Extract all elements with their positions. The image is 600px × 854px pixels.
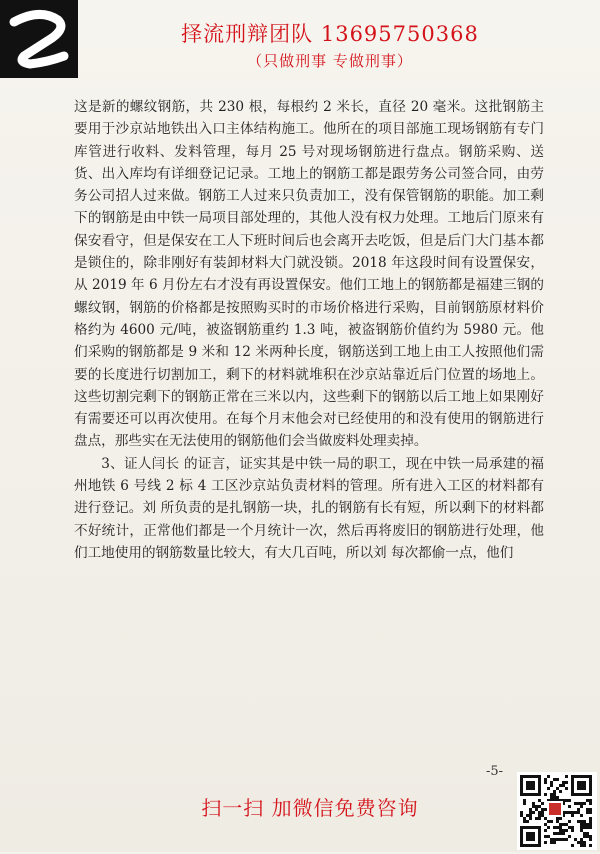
- header-title: 择流刑辩团队 13695750368: [181, 22, 479, 46]
- footer-call-to-action: 扫一扫 加微信免费咨询: [201, 796, 419, 820]
- body-paragraph: 3、证人闫长 的证言，证实其是中铁一局的职工，现在中铁一局承建的福州地铁 6 号线 2 标 4 工区沙京站负责材料的管理。所有进入工区的材料都有进行登记。刘 所负责的是扎钢筋一块，扎的钢筋有长有短，所以剩下的材料都不好统计，正常他们都是一个月统计一次，然后再将废旧的钢筋进行处理，他们工地使用的钢筋数量比较大，有大几百吨，所以刘 每次都偷一点，他们: [74, 455, 544, 561]
- z-logo-icon: [0, 0, 78, 78]
- header-subtitle: （只做刑事 专做刑事）: [247, 52, 413, 70]
- page-number: -5-: [486, 764, 504, 779]
- document-body: [74, 96, 544, 564]
- qr-code-icon[interactable]: [517, 772, 597, 850]
- body-paragraph: 这是新的螺纹钢筋，共 230 根，每根约 2 米长，直径 20 毫米。这批钢筋主要用于沙京站地铁出入口主体结构施工。他所在的项目部施工现场钢筋有专门库管进行收料、发料管理，每月 25 号对现场钢筋进行盘点。钢筋采购、送货、出入库均有详细登记记录。工地上的钢筋工都是跟劳务公司签合同，由劳务公司招人过来做。钢筋工人过来只负责加工，没有保管钢筋的职能。加工剩下的钢筋是由中铁一局项目部处理的，其他人没有权力处理。工地后门原来有保安看守，但是保安在工人下班时间后也会离开去吃饭，但是后门大门基本都是锁住的，除非刚好有装卸材料大门就没锁。2018 年这段时间有设置保安，从 2019 年 6 月份左右才没有再设置保安。他们工地上的钢筋都是福建三钢的螺纹钢，钢筋的价格都是按照购买时的市场价格进行采购，目前钢筋原材料价格约为 4600 元/吨，被盗钢筋重约 1.3 吨，被盗钢筋价值约为 5980 元。他们采购的钢筋都是 9 米和 12 米两种长度，钢筋送到工地上由工人按照他们需要的长度进行切割加工，剩下的材料就堆积在沙京站靠近后门位置的场地上。这些切割完剩下的钢筋正常在三米以内，这些剩下的钢筋以后工地上如果刚好有需要还可以再次使用。在每个月末他会对已经使用的和没有使用的钢筋进行盘点，那些实在无法使用的钢筋他们会当做废料处理卖掉。: [74, 99, 544, 450]
